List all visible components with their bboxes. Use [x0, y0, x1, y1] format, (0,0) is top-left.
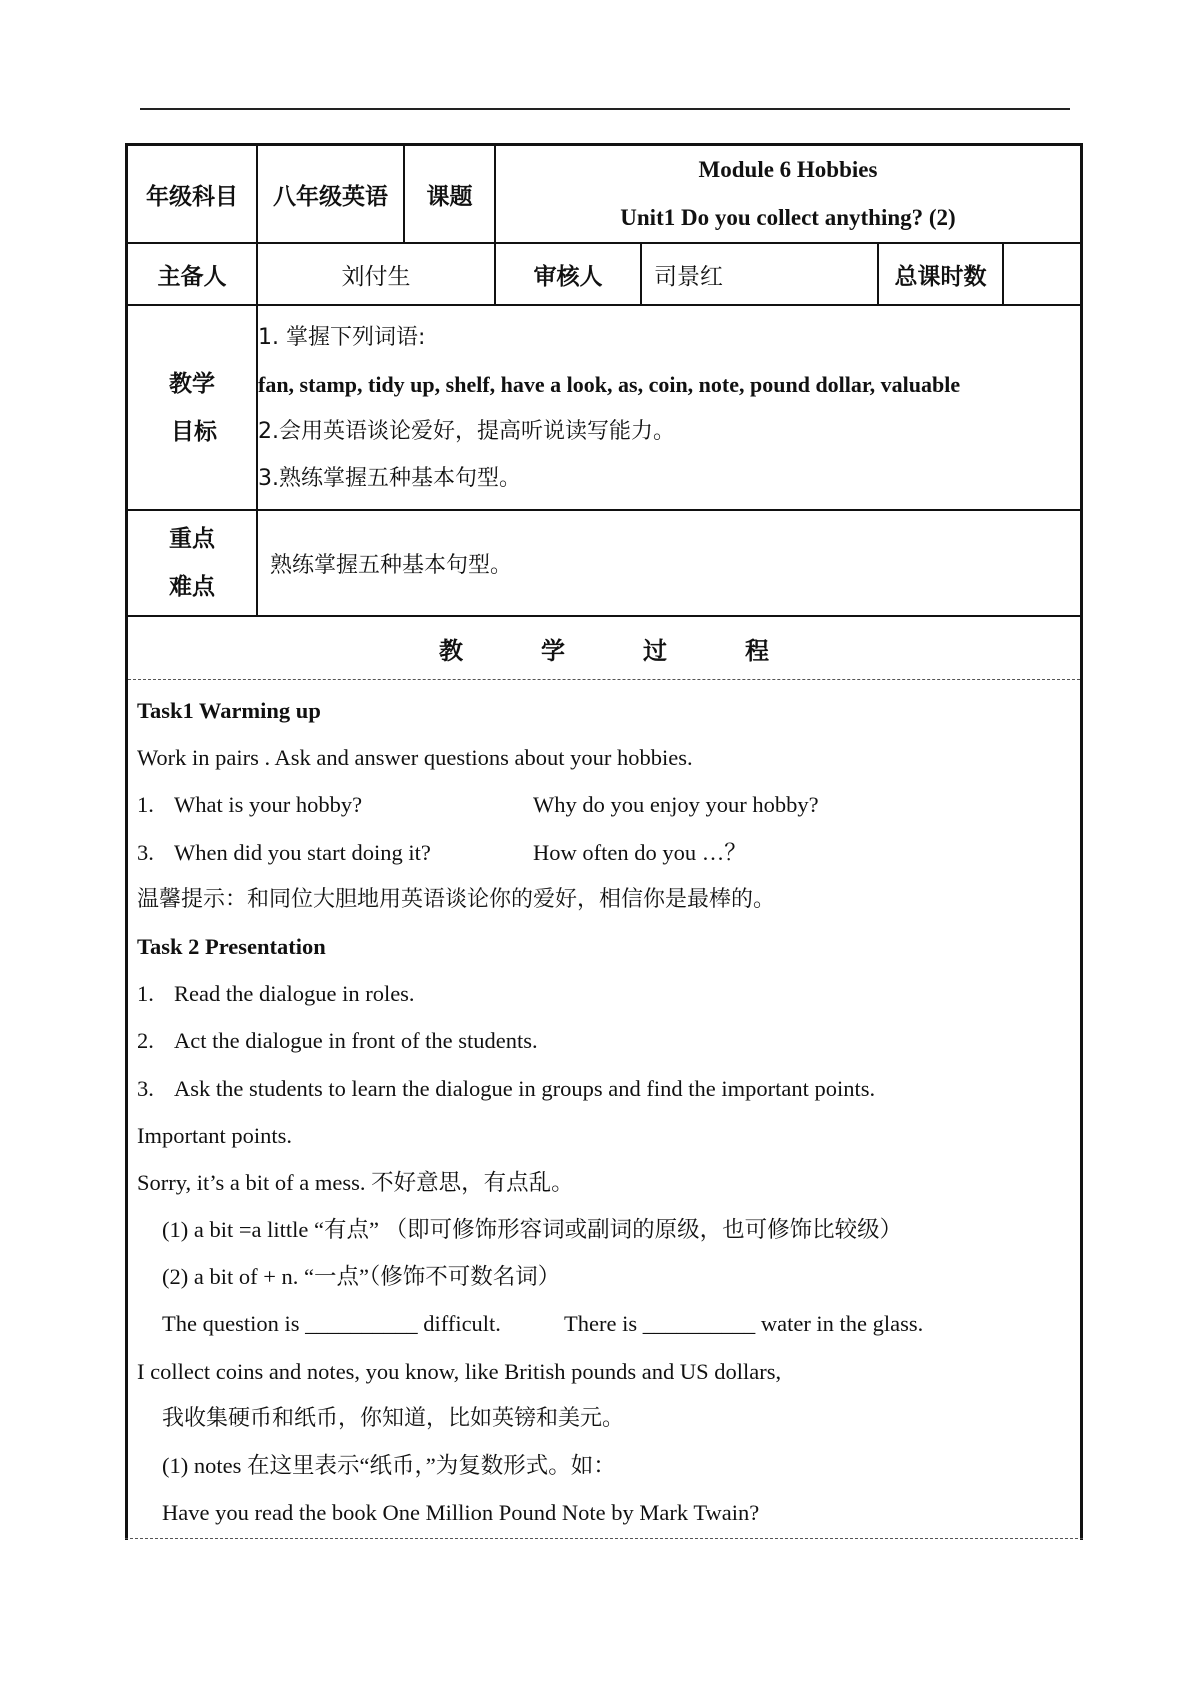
bottom-rule — [125, 1538, 1083, 1539]
grade-subject-value: 八年级英语 — [258, 146, 405, 242]
process-title-char: 过 — [643, 636, 667, 665]
step-number: 3. — [137, 1075, 154, 1101]
task1-title: Task1 Warming up — [137, 698, 321, 723]
notes-rule: (1) notes 在这里表示“纸币，”为复数形式。如： — [162, 1453, 616, 1478]
process-title-char: 学 — [541, 636, 565, 665]
row-staff — [128, 244, 1080, 306]
goal-item: 1. 掌握下列词语: — [258, 325, 426, 350]
step-text: Read the dialogue in roles. — [174, 981, 415, 1007]
step-text: Ask the students to learn the dialogue in groups and find the important points. — [174, 1075, 876, 1101]
key-points-label — [128, 511, 258, 615]
key-points-text: 熟练掌握五种基本句型。 — [270, 552, 513, 578]
key-points-label-line-1: 重点 — [169, 526, 215, 552]
header-rule — [140, 108, 1070, 110]
step-text: Act the dialogue in front of the students. — [174, 1028, 538, 1054]
topic-label: 课题 — [405, 146, 496, 242]
goals-list — [258, 314, 1070, 502]
topic-line-1: Module 6 Hobbies — [698, 157, 878, 182]
row-key-points — [128, 511, 1080, 617]
step-row — [137, 1017, 1067, 1064]
task1-intro: Work in pairs . Ask and answer questions about your hobbies. — [137, 745, 693, 771]
topic-value — [496, 146, 1080, 242]
question-row — [137, 829, 1067, 876]
step-number: 2. — [137, 1028, 154, 1054]
step-number: 1. — [137, 981, 154, 1007]
collect-translation: 我收集硬币和纸币，你知道，比如英镑和美元。 — [162, 1405, 625, 1431]
goal-item: fan, stamp, tidy up, shelf, have a look, as, coin, note, pound dollar, valuable — [258, 372, 961, 397]
question-text: Why do you enjoy your hobby? — [533, 792, 819, 818]
blank-exercise-row — [137, 1300, 1067, 1347]
hours-value — [1004, 244, 1080, 304]
hours-label: 总课时数 — [879, 244, 1004, 304]
row-goals — [128, 306, 1080, 511]
topic-line-2: Unit1 Do you collect anything? (2) — [620, 205, 956, 230]
question-row — [137, 781, 1067, 828]
bit-rule-2: (2) a bit of + n. “一点”（修饰不可数名词） — [162, 1264, 561, 1290]
preparer-value: 刘付生 — [258, 244, 496, 304]
goal-item: 3.熟练掌握五种基本句型。 — [258, 466, 521, 491]
process-title — [128, 617, 1080, 679]
step-row — [137, 1065, 1067, 1112]
blank-exercise: There is __________ water in the glass. — [564, 1311, 924, 1337]
sorry-line: Sorry, it’s a bit of a mess. 不好意思，有点乱。 — [137, 1169, 574, 1195]
reviewer-label: 审核人 — [496, 244, 642, 304]
step-row — [137, 970, 1067, 1017]
collect-line: I collect coins and notes, you know, like British pounds and US dollars, — [137, 1358, 782, 1384]
bit-rule-1: (1) a bit =a little “有点” （即可修饰形容词或副词的原级，也可修饰比较级） — [162, 1217, 903, 1243]
goals-label-line-1: 教学 — [169, 370, 215, 397]
question-number: 3. — [137, 839, 154, 865]
question-text: What is your hobby? — [174, 792, 363, 818]
example-sentence: Have you read the book One Million Pound Note by Mark Twain? — [162, 1500, 760, 1526]
question-number: 1. — [137, 792, 154, 818]
process-title-char: 教 — [439, 636, 463, 665]
goals-label-line-2: 目标 — [171, 418, 217, 445]
tip-text: 温馨提示：和同位大胆地用英语谈论你的爱好，相信你是最棒的。 — [137, 886, 776, 912]
question-text: When did you start doing it? — [174, 839, 431, 865]
question-text: How often do you …？ — [533, 839, 747, 865]
process-title-char: 程 — [745, 636, 769, 665]
task2-title: Task 2 Presentation — [137, 933, 326, 959]
preparer-label: 主备人 — [128, 244, 258, 304]
important-heading: Important points. — [137, 1122, 292, 1148]
goal-item: 2.会用英语谈论爱好，提高听说读写能力。 — [258, 419, 675, 444]
grade-subject-label: 年级科目 — [128, 146, 258, 242]
row-header — [128, 146, 1080, 244]
key-points-label-line-2: 难点 — [169, 574, 215, 600]
row-process-title — [128, 617, 1080, 680]
reviewer-value: 司景红 — [642, 244, 879, 304]
process-content — [137, 687, 1067, 1536]
blank-exercise: The question is __________ difficult. — [162, 1311, 501, 1337]
goals-label — [128, 306, 258, 509]
